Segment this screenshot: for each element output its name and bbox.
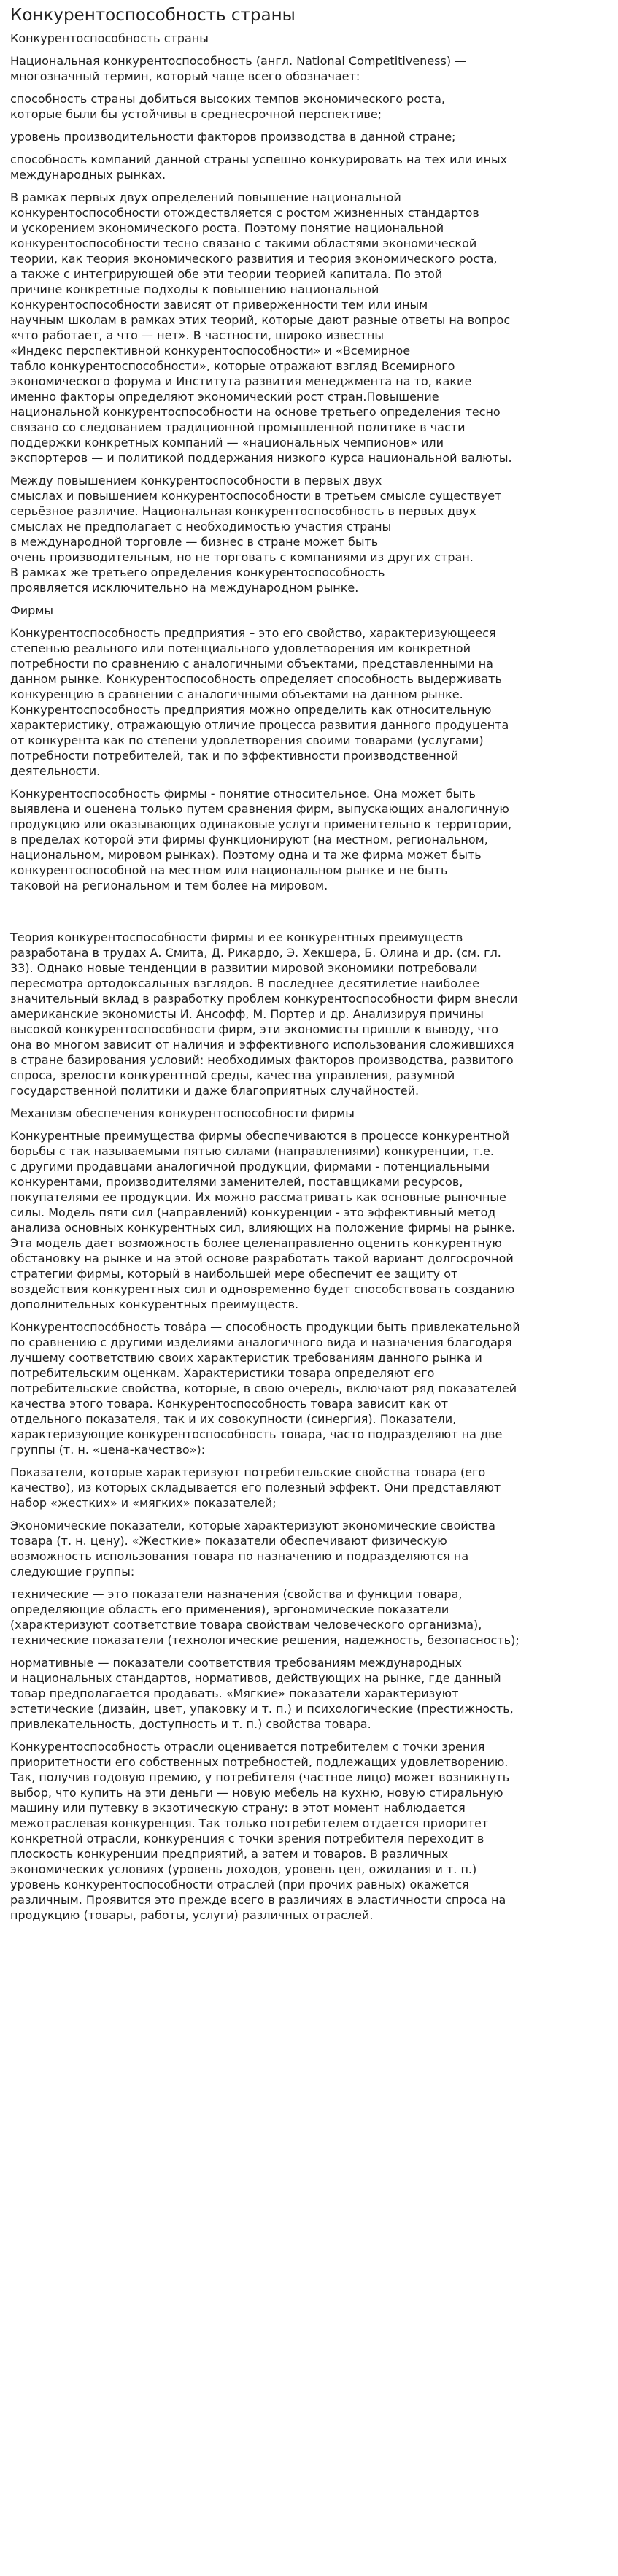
paragraph: Конкурентоспособность предприятия – это его свойство, характеризующееся степенью реального или потенциального удовлетворения им конкретной потребности по сравнению с аналогичными объектами, представленными на данном рынке. Конкурентоспособность определяет способность выдерживать конкуренцию в сравнении с аналогичными объектами на данном рынке. Конкурентоспособность предприятия можно определить как относительную характеристику, отражающую отличие процесса развития данного продуцента от конкурента как по степени удовлетворения своими товарами (услугами) потребности потребителей, так и по эффективности производственной деятельности. <box>10 626 509 778</box>
paragraph: Конкурентные преимущества фирмы обеспечиваются в процессе конкурентной борьбы с так называемыми пятью силами (направлениями) конкуренции, т.е. с другими продавцами аналогичной продукции, фирмами - потенциальными конкурентами, производителями заменителей, поставщиками ресурсов, покупателями ее продукции. Их можно рассматривать как основные рыночные силы. Модель пяти сил (направлений) конкуренции - это эффективный метод анализа основных конкурентных сил, влияющих на положение фирмы на рынке. Эта модель дает возможность более целенаправленно оценить конкурентную обстановку на рынке и на этой основе разработать такой вариант долгосрочной стратегии фирмы, который в наибольшей мере обеспечит ее защиту от воздействия конкурентных сил и одновременно будет способствовать созданию дополнительных конкурентных преимуществ. <box>10 1129 516 1311</box>
paragraph: Конкурентоспособность отрасли оценивается потребителем с точки зрения приоритетности его собственных потребностей, подлежащих удовлетворению. Так, получив годовую премию, у потребителя (частное лицо) может возникнуть выбор, что купить на эти деньги — новую мебель на кухню, новую стиральную машину или путевку в экзотическую страну: в этот момент наблюдается межотраслевая конкуренция. Так только потребителем отдается приоритет конкретной отрасли, конкуренция с точки зрения потребителя переходит в плоскость конкуренции предприятий, а затем и товаров. В различных экономических условиях (уровень доходов, уровень цен, ожидания и т. п.) уровень конкурентоспособности отраслей (при прочих равных) окажется различным. Проявится это прежде всего в различиях в эластичности спроса на продукцию (товары, работы, услуги) различных отраслей. <box>10 1740 510 1922</box>
paragraph: Национальная конкурентоспособность (англ. National Competitiveness) — многозначный термин, который чаще всего обозначает: <box>10 54 467 83</box>
section-heading: Механизм обеспечения конкурентоспособности фирмы <box>10 1106 355 1120</box>
page-title: Конкурентоспособность страны <box>10 6 296 25</box>
paragraph: Теория конкурентоспособности фирмы и ее конкурентных преимуществ разработана в трудах А. Смита, Д. Рикардо, Э. Хекшера, Б. Олина и др. (см. гл. 33). Однако новые тенденции в развитии мировой экономики потребовали пересмотра ортодоксальных взглядов. В последнее десятилетие наиболее значительный вклад в разработку проблем конкурентоспособности фирм внесли американские экономисты И. Ансофф, М. Портер и др. Анализируя причины высокой конкурентоспособности фирм, эти экономисты пришли к выводу, что она во многом зависит от наличия и эффективного использования сложившихся в стране базирования условий: необходимых факторов производства, развитого спроса, зрелости конкурентной среды, качества управления, разумной государственной политики и даже благоприятных случайностей. <box>10 930 518 1098</box>
paragraph: Конкурентоспосо́бность това́ра — способность продукции быть привлекательной по сравнению с другими изделиями аналогичного вида и назначения благодаря лучшему соответствию своих характеристик требованиям данного рынка и потребительским оценкам. Характеристики товара определяют его потребительские свойства, которые, в свою очередь, включают ряд показателей качества этого товара. Конкурентоспособность товара зависит как от отдельного показателя, так и их совокупности (синергия). Показатели, характеризующие конкурентоспособность товара, часто подразделяют на две группы (т. н. «цена-качество»): <box>10 1320 520 1457</box>
section-heading: Конкурентоспособность страны <box>10 31 209 45</box>
paragraph: способность страны добиться высоких темпов экономического роста, которые были бы устойчивы в среднесрочной перспективе; <box>10 92 446 121</box>
paragraph: способность компаний данной страны успешно конкурировать на тех или иных международных рынках. <box>10 153 508 182</box>
paragraph: технические — это показатели назначения (свойства и функции товара, определяющие область его применения), эргономические показатели (характеризуют соответствие товара свойствам человеческого организма), технические показатели (технологические решения, надежность, безопасность); <box>10 1587 519 1647</box>
paragraph: В рамках первых двух определений повышение национальной конкурентоспособности отождествляется с ростом жизненных стандартов и ускорением экономического роста. Поэтому понятие национальной конкурентоспособности тесно связано с такими областями экономической теории, как теория экономического развития и теория экономического роста, а также с интегрирующей обе эти теории теорией капитала. По этой причине конкретные подходы к повышению национальной конкурентоспособности зависят от приверженности тем или иным научным школам в рамках этих теорий, которые дают разные ответы на вопрос «что работает, а что — нет». В частности, широко известны «Индекс перспективной конкурентоспособности» и «Всемирное табло конкурентоспособности», которые отражают взгляд Всемирного экономического форума и Института развития менеджмента на то, какие именно факторы определяют экономический рост стран.Повышение национальной конкурентоспособности на основе третьего определения тесно связано со следованием традиционной промышленной политике в части поддержки конкретных компаний — «национальных чемпионов» или экспортеров — и политикой поддержания низкого курса национальной валюты. <box>10 190 512 465</box>
paragraph: уровень производительности факторов производства в данной стране; <box>10 130 456 144</box>
paragraph: Конкурентоспособность фирмы - понятие относительное. Она может быть выявлена и оценена только путем сравнения фирм, выпускающих аналогичную продукцию или оказывающих одинаковые услуги применительно к территории, в пределах которой эти фирмы функционируют (на местном, региональном, национальном, мировом рынках). Поэтому одна и та же фирма может быть конкурентоспособной на местном или национальном рынке и не быть таковой на региональном и тем более на мировом. <box>10 787 512 892</box>
paragraph: нормативные — показатели соответствия требованиям международных и национальных стандартов, нормативов, действующих на рынке, где данный товар предполагается продавать. «Мягкие» показатели характеризуют эстетические (дизайн, цвет, упаковку и т. п.) и психологические (престижность, привлекательность, доступность и т. п.) свойства товара. <box>10 1656 514 1731</box>
article-body <box>10 31 608 1923</box>
section-spacer <box>10 901 608 930</box>
paragraph: Показатели, которые характеризуют потребительские свойства товара (его качество), из которых складывается его полезный эффект. Они представляют набор «жестких» и «мягких» показателей; <box>10 1465 501 1510</box>
paragraph: Экономические показатели, которые характеризуют экономические свойства товара (т. н. цену). «Жесткие» показатели обеспечивают физическую возможность использования товара по назначению и подразделяются на следующие группы: <box>10 1519 495 1578</box>
paragraph: Между повышением конкурентоспособности в первых двух смыслах и повышением конкурентоспособности в третьем смысле существует серьёзное различие. Национальная конкурентоспособность в первых двух смыслах не предполагает с необходимостью участия страны в международной торговле — бизнес в стране может быть очень производительным, но не торговать с компаниями из других стран. В рамках же третьего определения конкурентоспособность проявляется исключительно на международном рынке. <box>10 474 502 595</box>
section-heading: Фирмы <box>10 603 54 617</box>
